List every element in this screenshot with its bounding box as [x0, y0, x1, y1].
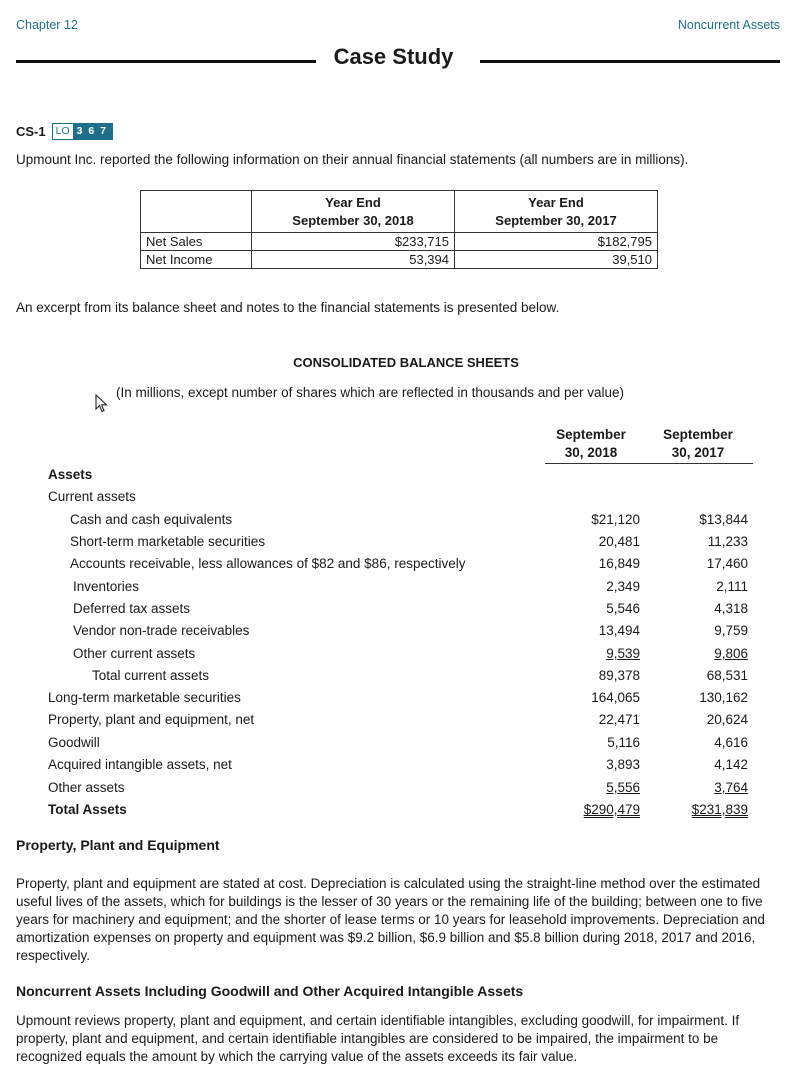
table-row: Inventories 2,349 2,111	[73, 579, 748, 594]
table-row: Accounts receivable, less allowances of $82 and $86, respectively 16,849 17,460	[70, 556, 748, 571]
table-row: Long-term marketable securities 164,065 130,162	[48, 690, 748, 705]
table-row: Cash and cash equivalents $21,120 $13,844	[70, 512, 748, 527]
intro-text: Upmount Inc. reported the following information on their annual financial statements (all numbers are in millions).	[16, 152, 689, 167]
summary-header-blank	[141, 191, 252, 233]
mouse-pointer-icon	[95, 394, 109, 414]
table-row: Total current assets 89,378 68,531	[92, 668, 748, 683]
section-label: Noncurrent Assets	[677, 18, 780, 32]
table-row: Deferred tax assets 5,546 4,318	[73, 601, 748, 616]
table-row	[141, 233, 658, 251]
table-row: Current assets	[48, 489, 136, 504]
lo-label: LO	[55, 125, 70, 137]
net-income-2018: 53,394	[252, 251, 455, 269]
summary-header-2017: Year End September 30, 2017	[455, 191, 658, 233]
table-row: Other current assets 9,539 9,806	[73, 646, 748, 661]
net-sales-2018: $233,715	[252, 233, 455, 251]
table-row: Total Assets $290,479 $231,839	[48, 802, 748, 817]
table-row: Acquired intangible assets, net 3,893 4,142	[48, 757, 748, 772]
table-row: Goodwill 5,116 4,616	[48, 735, 748, 750]
chapter-label: Chapter 12	[16, 18, 78, 32]
section-text-ppe: Property, plant and equipment are stated at cost. Depreciation is calculated using the straight-line method over the estimated useful lives of the assets, which for buildings is the lesser of 30 years or the remaining life of the building; between one to five years for machinery and equipment; and the shorter of lease terms or 10 years for leasehold improvements. Depreciation and amortization expenses on property and equipment was $9.2 billion, $6.9 billion and $5.8 billion during 2018, 2017 and 2016, respectively.	[16, 876, 765, 963]
section-text-noncurrent: Upmount reviews property, plant and equipment, and certain identifiable intangibles, excluding goodwill, for impairment. If property, plant and equipment, and certain identifiable intangibles are considered to be impaired, the impairment to be recognized equals the amount by which the carrying value of the assets exceeds its fair value.	[16, 1013, 740, 1064]
row-label: Net Sales	[141, 233, 252, 251]
column-header-2017: September 30, 2017	[663, 427, 733, 460]
case-label: CS-1	[16, 124, 46, 139]
table-row: Assets	[48, 467, 93, 482]
column-header-2018: September 30, 2018	[556, 427, 626, 460]
learning-objective-badge	[52, 123, 113, 140]
case-id	[16, 123, 113, 140]
table-row: Other assets 5,556 3,764	[48, 780, 748, 795]
section-heading-ppe: Property, Plant and Equipment	[16, 837, 220, 853]
net-income-2017: 39,510	[455, 251, 658, 269]
balance-sheet-title: CONSOLIDATED BALANCE SHEETS	[293, 355, 519, 370]
table-row: Vendor non-trade receivables 13,494 9,759	[73, 623, 748, 638]
excerpt-text: An excerpt from its balance sheet and notes to the financial statements is presented below.	[16, 300, 560, 315]
table-row	[141, 251, 658, 269]
row-label: Net Income	[141, 251, 252, 269]
lo-numbers: 3 6 7	[73, 124, 112, 139]
summary-header-2018: Year End September 30, 2018	[252, 191, 455, 233]
table-row: Short-term marketable securities 20,481 11,233	[70, 534, 748, 549]
summary-table	[140, 190, 658, 269]
balance-sheet-subtitle: (In millions, except number of shares which are reflected in thousands and per value)	[116, 385, 625, 400]
section-heading-noncurrent: Noncurrent Assets Including Goodwill and Other Acquired Intangible Assets	[16, 983, 524, 999]
page-title: Case Study	[0, 44, 787, 70]
table-row: Property, plant and equipment, net 22,471 20,624	[48, 712, 748, 727]
net-sales-2017: $182,795	[455, 233, 658, 251]
